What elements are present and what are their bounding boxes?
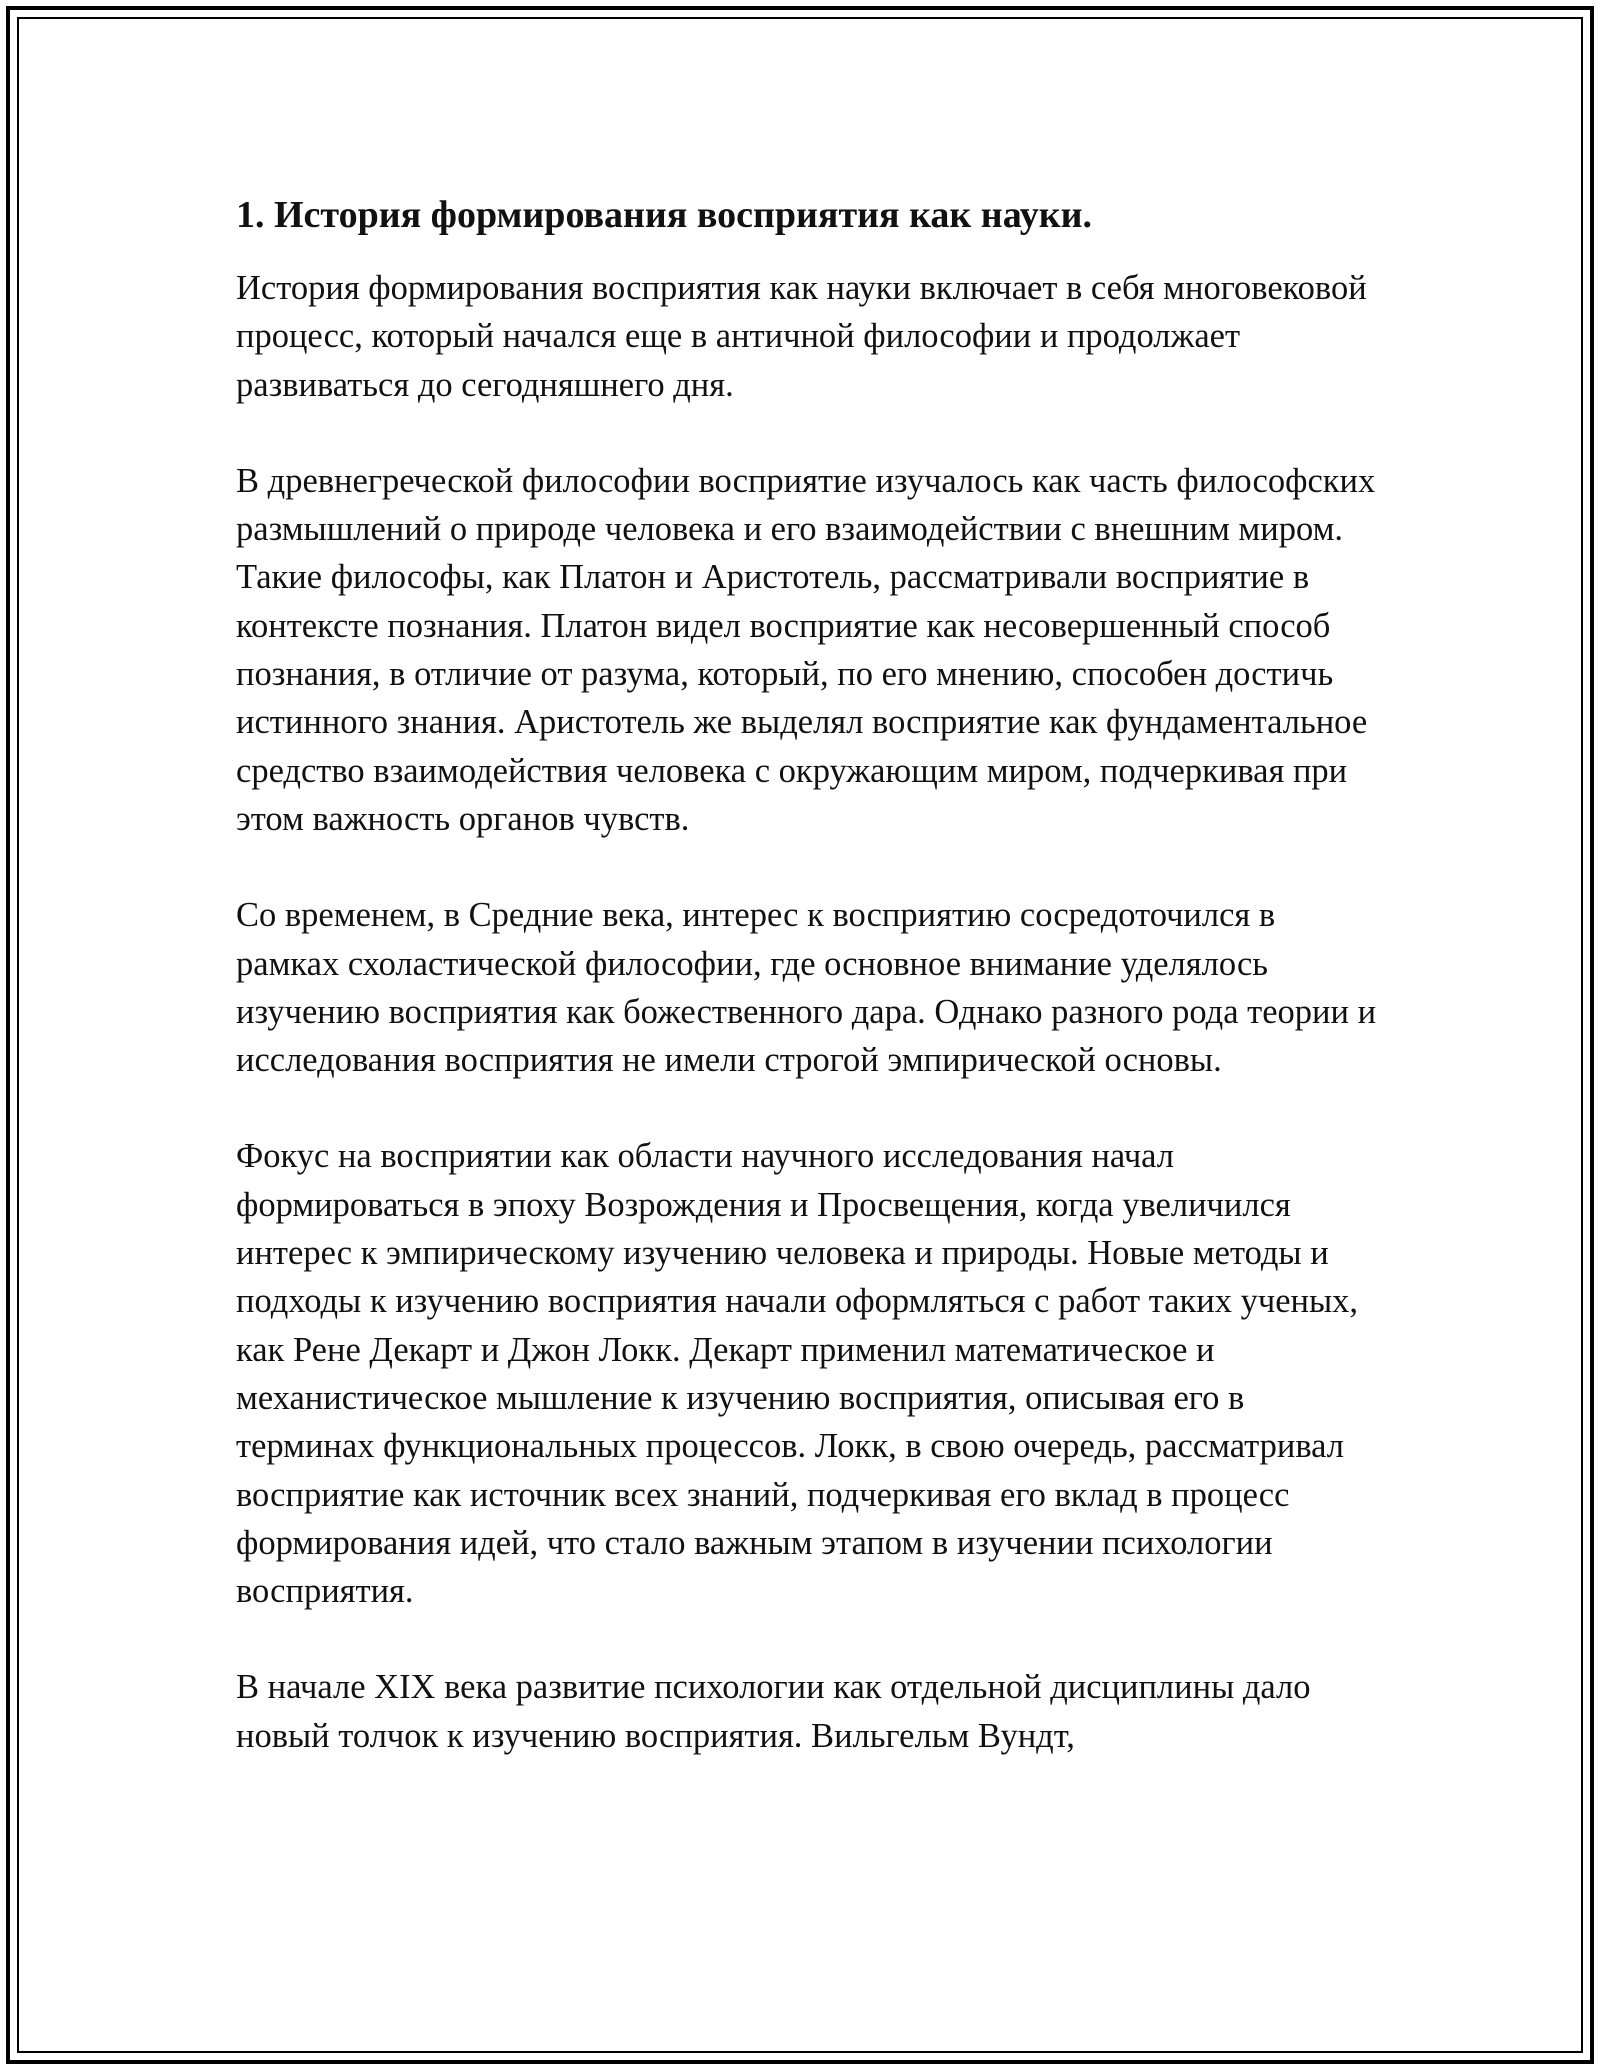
document-body (236, 190, 1386, 1808)
paragraph-middle-ages: Со временем, в Средние века, интерес к восприятию сосредоточился в рамках схоластической философии, где основное внимание уделялось изучению восприятия как божественного дара. Однако разного рода теории и исследования восприятия не имели строгой эмпирической основы. (236, 896, 1377, 1080)
paragraph-ancient-greece: В древнегреческой философии восприятие изучалось как часть философских размышлений о природе человека и его взаимодействии с внешним миром. Такие философы, как Платон и Аристотель, рассматривали восприятие в контексте познания. Платон видел восприятие как несовершенный способ познания, в отличие от разума, который, по его мнению, способен достичь истинного знания. Аристотель же выделял восприятие как фундаментальное средство взаимодействия человека с окружающим миром, подчеркивая при этом важность органов чувств. (236, 461, 1376, 838)
paragraph-renaissance-enlightenment: Фокус на восприятии как области научного исследования начал формироваться в эпоху Возрождения и Просвещения, когда увеличился интерес к эмпирическому изучению человека и природы. Новые методы и подходы к изучению восприятия начали оформляться с работ таких ученых, как Рене Декарт и Джон Локк. Декарт применил математическое и механистическое мышление к изучению восприятия, описывая его в терминах функциональных процессов. Локк, в свою очередь, рассматривал восприятие как источник всех знаний, подчеркивая его вклад в процесс формирования идей, что стало важным этапом в изучении психологии восприятия. (236, 1137, 1359, 1611)
paragraph-intro: История формирования восприятия как науки включает в себя многовековой процесс, который начался еще в античной философии и продолжает развиваться до сегодняшнего дня. (236, 269, 1367, 404)
paragraph-nineteenth-century: В начале XIX века развитие психологии как отдельной дисциплины дало новый толчок к изучению восприятия. Вильгельм Вундт, (236, 1668, 1311, 1755)
section-heading: 1. История формирования восприятия как науки. (236, 194, 1093, 236)
